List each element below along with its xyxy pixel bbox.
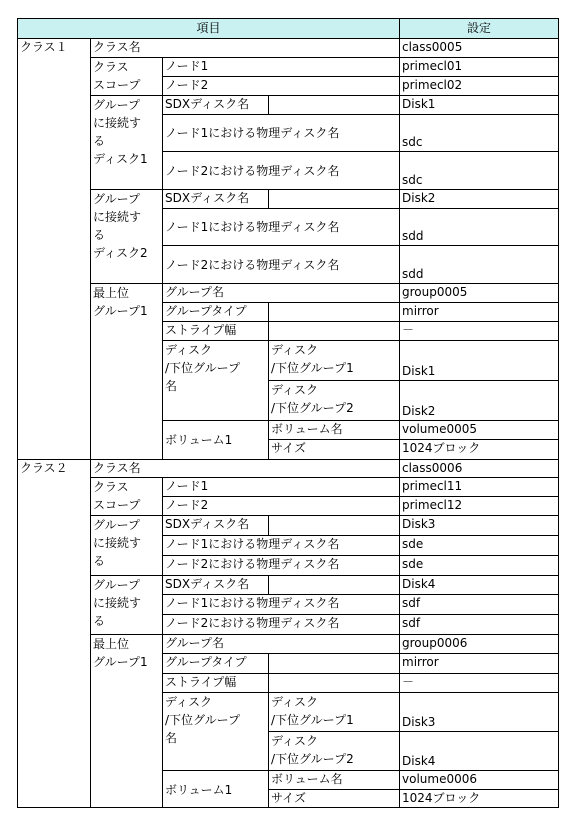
class2-group-type-blank: [268, 653, 399, 673]
class2-disk2-sdx-blank: [268, 575, 399, 594]
class1-disk2-sdx-value: Disk2: [399, 189, 558, 208]
class2-vol-name-value: volume0006: [399, 770, 558, 789]
class2-stripe-blank: [268, 673, 399, 692]
class2-disk1-sdx-blank: [268, 515, 399, 535]
class2-disk1-sdx-value: Disk3: [399, 515, 558, 535]
class1-vol-name-value: volume0005: [399, 420, 558, 439]
class1-group-name-value: group0005: [399, 283, 558, 302]
class2-disk1-phys2-value: sde: [399, 555, 558, 575]
class1-vol-size-label: サイズ: [268, 439, 399, 459]
class2-disk2-sdx-label: SDXディスク名: [162, 575, 268, 594]
class1-member-label: ディスク /下位グループ 名: [162, 340, 268, 420]
class1-stripe-label: ストライプ幅: [162, 321, 268, 340]
class2-group-name-label: グループ名: [162, 634, 399, 653]
class2-member2-value: Disk4: [399, 731, 558, 770]
class2-member1-label: ディスク /下位グループ1: [268, 692, 399, 731]
class2-disk2-phys2-value: sdf: [399, 614, 558, 634]
settings-table: [17, 18, 559, 808]
class2-class-name-label: クラス名: [90, 459, 399, 477]
class1-stripe-blank: [268, 321, 399, 340]
class1-group-type-label: グループタイプ: [162, 302, 268, 321]
class1-class-name-value: class0005: [399, 38, 558, 57]
class2-vol-size-value: 1024ブロック: [399, 789, 558, 808]
class1-disk1-phys2-label: ノード2における物理ディスク名: [162, 151, 399, 189]
class2-vol-size-label: サイズ: [268, 789, 399, 808]
class1-disk1-sdx-value: Disk1: [399, 95, 558, 114]
class2-group-type-label: グループタイプ: [162, 653, 268, 673]
class1-member2-value: Disk2: [399, 380, 558, 420]
class1-member1-label: ディスク /下位グループ1: [268, 340, 399, 380]
class1-disk1-phys1-label: ノード1における物理ディスク名: [162, 114, 399, 151]
class2-disk2-phys1-value: sdf: [399, 594, 558, 614]
class2-volume-label: ボリューム1: [162, 770, 268, 808]
class2-group-type-value: mirror: [399, 653, 558, 673]
class2-stripe-label: ストライプ幅: [162, 673, 268, 692]
class2-disk1-phys1-label: ノード1における物理ディスク名: [162, 535, 399, 555]
class2-scope-label: クラス スコープ: [90, 477, 162, 515]
class2-stripe-value: －: [399, 673, 558, 692]
class1-node2-value: primecl02: [399, 76, 558, 95]
class1-disk2-sdx-label: SDXディスク名: [162, 189, 268, 208]
header-item: 項目: [18, 19, 399, 38]
class1-disk1-phys2-value: sdc: [399, 151, 558, 189]
class1-scope-label: クラス スコープ: [90, 57, 162, 95]
class1-vol-name-label: ボリューム名: [268, 420, 399, 439]
class2-disk1-phys2-label: ノード2における物理ディスク名: [162, 555, 399, 575]
class2-disk2-sdx-value: Disk4: [399, 575, 558, 594]
class2-class-name-value: class0006: [399, 459, 558, 477]
class1-group-type-blank: [268, 302, 399, 321]
class2-member-label: ディスク /下位グループ 名: [162, 692, 268, 770]
class1-node1-label: ノード1: [162, 57, 399, 76]
class1-member2-label: ディスク /下位グループ2: [268, 380, 399, 420]
class1-disk2-phys1-value: sdd: [399, 208, 558, 245]
class2-disk1-sdx-label: SDXディスク名: [162, 515, 268, 535]
class1-group-label: 最上位 グループ1: [90, 283, 162, 459]
class1-disk2-label: グループ に接続す る ディスク2: [90, 189, 162, 283]
class2-member1-value: Disk3: [399, 692, 558, 731]
class1-disk2-phys1-label: ノード1における物理ディスク名: [162, 208, 399, 245]
class1-volume-label: ボリューム1: [162, 420, 268, 459]
class1-vol-size-value: 1024ブロック: [399, 439, 558, 459]
class2-group-name-value: group0006: [399, 634, 558, 653]
class2-disk2-phys1-label: ノード1における物理ディスク名: [162, 594, 399, 614]
class2-member2-label: ディスク /下位グループ2: [268, 731, 399, 770]
class1-group-name-label: グループ名: [162, 283, 399, 302]
class2-label: クラス２: [18, 459, 90, 808]
class2-vol-name-label: ボリューム名: [268, 770, 399, 789]
class1-disk1-sdx-blank: [268, 95, 399, 114]
class1-stripe-value: －: [399, 321, 558, 340]
header-setting: 設定: [399, 19, 558, 38]
class1-disk2-phys2-value: sdd: [399, 245, 558, 283]
class2-disk2-label: グループ に接続す る: [90, 575, 162, 634]
class1-node1-value: primecl01: [399, 57, 558, 76]
class1-label: クラス１: [18, 38, 90, 459]
class1-disk2-sdx-blank: [268, 189, 399, 208]
class2-node1-value: primecl11: [399, 477, 558, 496]
class1-disk2-phys2-label: ノード2における物理ディスク名: [162, 245, 399, 283]
class2-node2-value: primecl12: [399, 496, 558, 515]
class1-disk1-phys1-value: sdc: [399, 114, 558, 151]
class1-group-type-value: mirror: [399, 302, 558, 321]
class1-member1-value: Disk1: [399, 340, 558, 380]
class1-node2-label: ノード2: [162, 76, 399, 95]
class2-disk2-phys2-label: ノード2における物理ディスク名: [162, 614, 399, 634]
class2-disk1-phys1-value: sde: [399, 535, 558, 555]
class2-disk1-label: グループ に接続す る: [90, 515, 162, 575]
class2-node2-label: ノード2: [162, 496, 399, 515]
class1-disk1-sdx-label: SDXディスク名: [162, 95, 268, 114]
class1-disk1-label: グループ に接続す る ディスク1: [90, 95, 162, 189]
class1-class-name-label: クラス名: [90, 38, 399, 57]
class2-node1-label: ノード1: [162, 477, 399, 496]
class2-group-label: 最上位 グループ1: [90, 634, 162, 808]
